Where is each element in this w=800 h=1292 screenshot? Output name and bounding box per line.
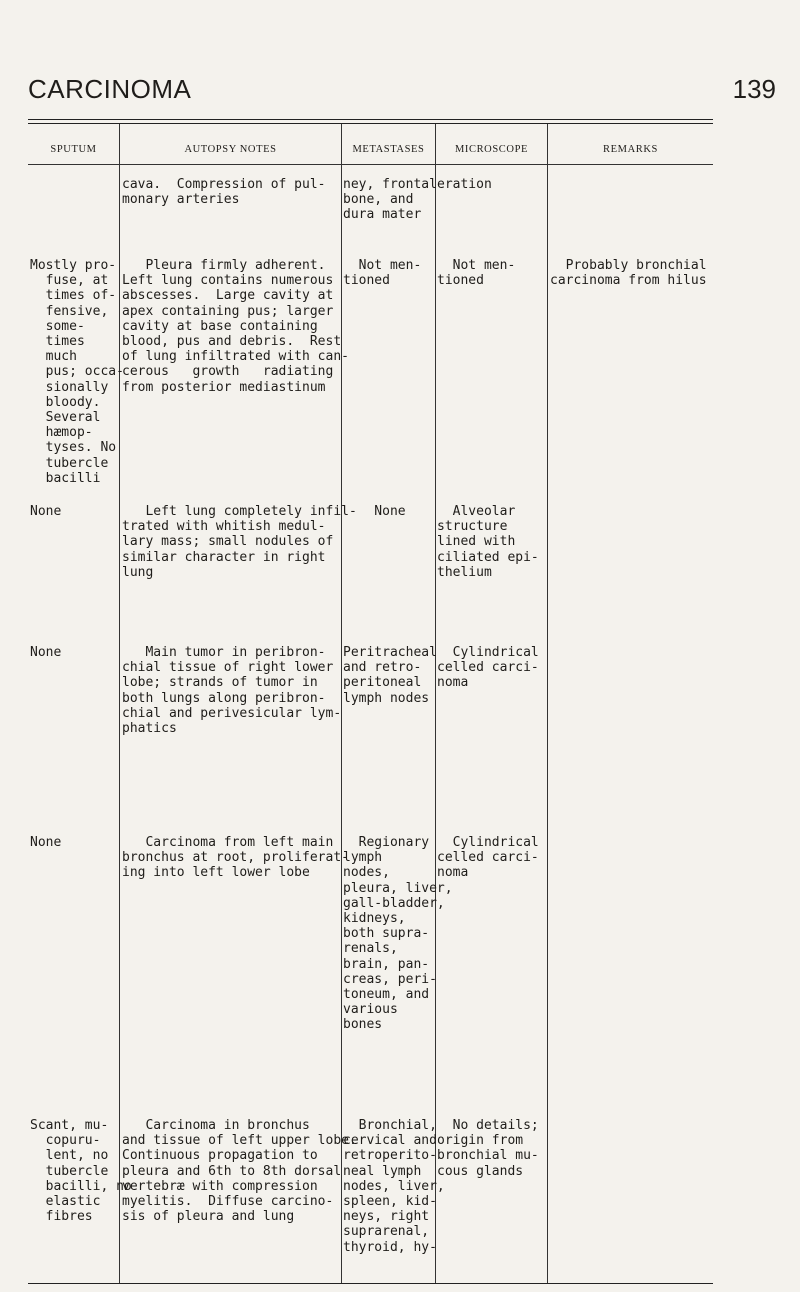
autopsy-cell: cava. Compression of pul- monary arteries: [122, 177, 326, 208]
top-rule: [28, 119, 713, 120]
microscope-cell: Cylindrical celled carci- noma: [437, 835, 539, 881]
autopsy-cell: Carcinoma in bronchus and tissue of left upper lobe. Continuous propagation to pleura and 6th to 8th dorsal vertebræ with compression myelitis. Diffuse carcino- sis of pleura and lung: [122, 1118, 357, 1225]
microscope-cell: Not men- tioned: [437, 258, 516, 289]
metastases-cell: Peritracheal and retro- peritoneal lymph nodes: [343, 645, 437, 706]
sputum-cell: None: [30, 835, 62, 850]
microscope-cell: eration: [437, 177, 492, 192]
sputum-cell: None: [30, 645, 62, 660]
column-header-autopsy-notes: AUTOPSY NOTES: [184, 144, 277, 155]
metastases-cell: Bronchial, cervical and retroperito- neal lymph nodes, liver, spleen, kid- neys, right suprarenal, thyroid, hy-: [343, 1118, 445, 1255]
column-header-microscope: MICROSCOPE: [454, 144, 529, 155]
column-header-sputum: SPUTUM: [50, 144, 97, 155]
running-title: CARCINOMA: [28, 74, 192, 104]
sputum-cell: None: [30, 504, 62, 519]
autopsy-cell: Pleura firmly adherent. Left lung contains numerous abscesses. Large cavity at apex containing pus; larger cavity at base containing blood, pus and debris. Rest of lung infiltrated with can- cerous growth radiating from posterior mediastinum: [122, 258, 349, 395]
sputum-cell: Scant, mu- copuru- lent, no tubercle bacilli, no elastic fibres: [30, 1118, 132, 1225]
bottom-rule: [28, 1283, 713, 1284]
header-rule: [28, 164, 713, 165]
remarks-cell: Probably bronchial carcinoma from hilus: [550, 258, 707, 289]
metastases-cell: Not men- tioned: [343, 258, 422, 289]
microscope-cell: No details; origin from bronchial mu- cous glands: [437, 1118, 539, 1179]
autopsy-cell: Main tumor in peribron- chial tissue of right lower lobe; strands of tumor in both lungs along peribron- chial and perivesicular lym- phatics: [122, 645, 342, 737]
column-header-metastases: METASTASES: [352, 144, 425, 155]
metastases-cell: ney, frontal bone, and dura mater: [343, 177, 437, 223]
microscope-cell: Alveolar structure lined with ciliated epi- thelium: [437, 504, 539, 580]
metastases-cell: None: [343, 504, 406, 519]
metastases-cell: Regionary lymph nodes, pleura, liver, gall-bladder, kidneys, both supra- renals, brain, pan- creas, peri- toneum, and various bones: [343, 835, 453, 1033]
page-header: [28, 70, 776, 110]
sputum-cell: Mostly pro- fuse, at times of- fensive, some- times much pus; occa- sionally bloody. Several hæmop- tyses. No tubercle bacilli: [30, 258, 124, 486]
autopsy-cell: Left lung completely infil- trated with whitish medul- lary mass; small nodules of similar character in right lung: [122, 504, 357, 580]
column-header-remarks: REMARKS: [603, 144, 658, 155]
top-rule-inner: [28, 123, 713, 124]
autopsy-cell: Carcinoma from left main bronchus at root, proliferat- ing into left lower lobe: [122, 835, 349, 881]
microscope-cell: Cylindrical celled carci- noma: [437, 645, 539, 691]
column-divider: [547, 124, 548, 1283]
page-number: 139: [732, 74, 776, 104]
